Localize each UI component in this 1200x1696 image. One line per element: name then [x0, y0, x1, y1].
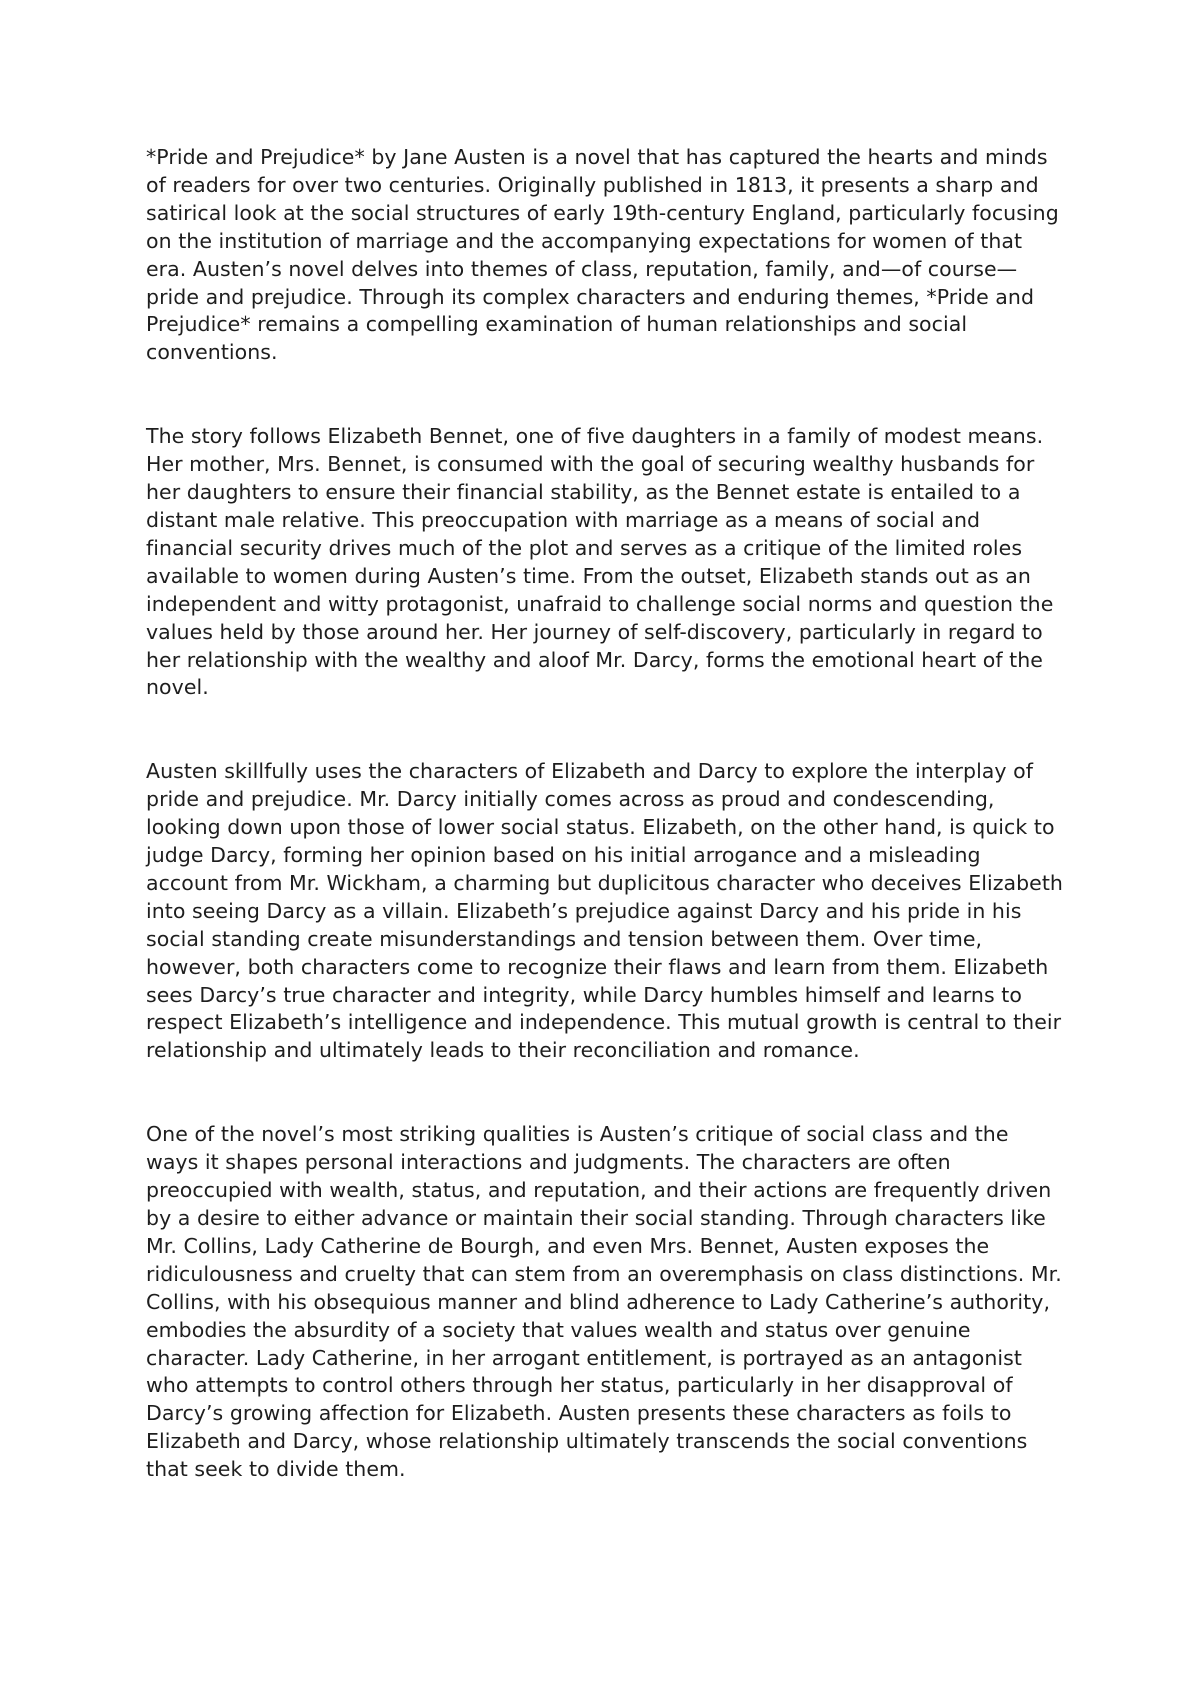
paragraph-4: One of the novel’s most striking qualities is Austen’s critique of social class and the ways it shapes personal interactions and judgments. The characters are often preoccupied with wealth, status, and reputation, and their actions are frequently driven by a desire to either advance or maintain their social standing. Through characters like Mr. Collins, Lady Catherine de Bourgh, and even Mrs. Bennet, Austen exposes the ridiculousness and cruelty that can stem from an overemphasis on class distinctions. Mr. Collins, with his obsequious manner and blind adherence to Lady Catherine’s authority, embodies the absurdity of a society that values wealth and status over genuine character. Lady Catherine, in her arrogant entitlement, is portrayed as an antagonist who attempts to control others through her status, particularly in her disapproval of Darcy’s growing affection for Elizabeth. Austen presents these characters as foils to Elizabeth and Darcy, whose relationship ultimately transcends the social conventions that seek to divide them. [146, 1122, 1062, 1482]
paragraph-3: Austen skillfully uses the characters of Elizabeth and Darcy to explore the interplay of pride and prejudice. Mr. Darcy initially comes across as proud and condescending, looking down upon those of lower social status. Elizabeth, on the other hand, is quick to judge Darcy, forming her opinion based on his initial arrogance and a misleading account from Mr. Wickham, a charming but duplicitous character who deceives Elizabeth into seeing Darcy as a villain. Elizabeth’s prejudice against Darcy and his pride in his social standing create misunderstandings and tension between them. Over time, however, both characters come to recognize their flaws and learn from them. Elizabeth sees Darcy’s true character and integrity, while Darcy humbles himself and learns to respect Elizabeth’s intelligence and independence. This mutual growth is central to their relationship and ultimately leads to their reconciliation and romance. [146, 759, 1063, 1063]
paragraph-2: The story follows Elizabeth Bennet, one of five daughters in a family of modest means. Her mother, Mrs. Bennet, is consumed with the goal of securing wealthy husbands for her daughters to ensure their financial stability, as the Bennet estate is entailed to a distant male relative. This preoccupation with marriage as a means of social and financial security drives much of the plot and serves as a critique of the limited roles available to women during Austen’s time. From the outset, Elizabeth stands out as an independent and witty protagonist, unafraid to challenge social norms and question the values held by those around her. Her journey of self-discovery, particularly in regard to her relationship with the wealthy and aloof Mr. Darcy, forms the emotional heart of the novel. [146, 424, 1054, 700]
document-body [146, 144, 1066, 1484]
paragraph-1: *Pride and Prejudice* by Jane Austen is a novel that has captured the hearts and minds of readers for over two centuries. Originally published in 1813, it presents a sharp and satirical look at the social structures of early 19th-century England, particularly focusing on the institution of marriage and the accompanying expectations for women of that era. Austen’s novel delves into themes of class, reputation, family, and—of course—pride and prejudice. Through its complex characters and enduring themes, *Pride and Prejudice* remains a compelling examination of human relationships and social conventions. [146, 145, 1059, 365]
